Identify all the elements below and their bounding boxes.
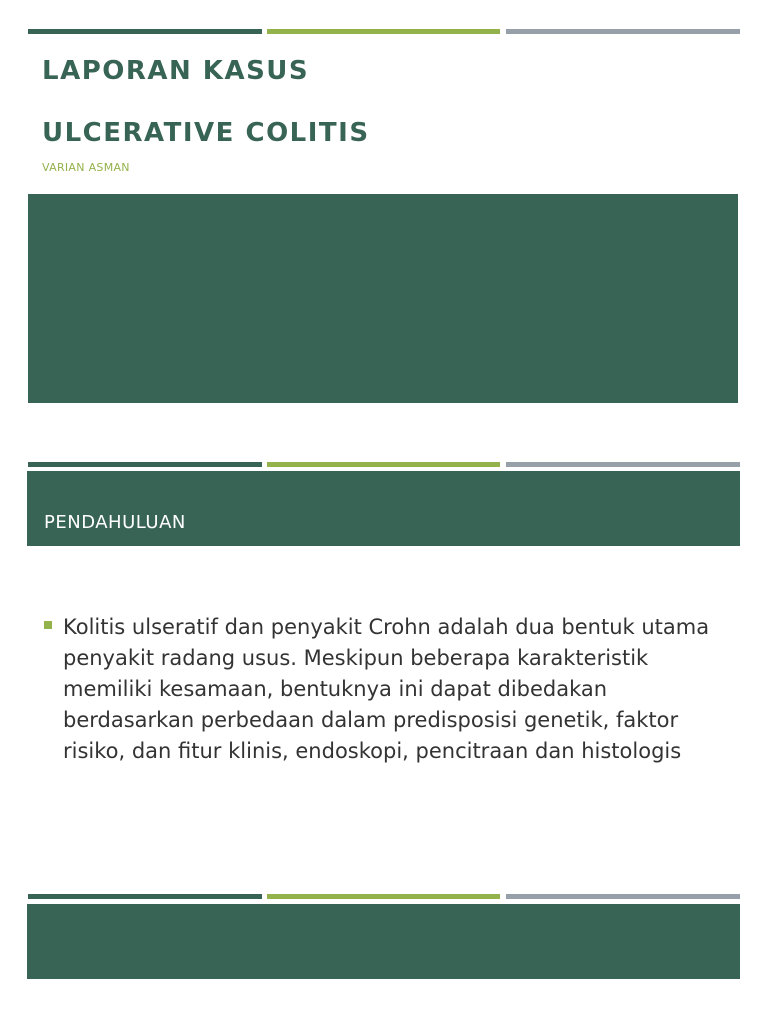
decor-stripe-green	[28, 462, 262, 467]
decor-stripe-gray	[506, 894, 740, 899]
decor-stripe-lime	[267, 462, 500, 467]
list-item	[44, 612, 724, 767]
section-title: PENDAHULUAN	[44, 512, 186, 533]
section-header-band	[27, 471, 740, 546]
slide-title-line-2: ULCERATIVE COLITIS	[42, 118, 370, 148]
bullet-list	[44, 612, 724, 767]
decor-stripe-gray	[506, 29, 740, 34]
slide-title-line-1: LAPORAN KASUS	[42, 56, 310, 86]
section-header-band	[27, 904, 740, 979]
square-bullet-icon	[44, 621, 52, 629]
title-image-panel	[28, 194, 738, 403]
decor-stripe-green	[28, 894, 262, 899]
decor-stripe-gray	[506, 462, 740, 467]
decor-stripe-lime	[267, 29, 500, 34]
author-name: VARIAN ASMAN	[42, 161, 130, 174]
decor-stripe-green	[28, 29, 262, 34]
bullet-text: Kolitis ulseratif dan penyakit Crohn adalah dua bentuk utama penyakit radang usus. Meskipun beberapa karakteristik memiliki kesamaan, bentuknya ini dapat dibedakan berdasarkan perbedaan dalam predisposisi genetik, faktor risiko, dan fitur klinis, endoskopi, pencitraan dan histologis	[63, 615, 710, 763]
decor-stripe-lime	[267, 894, 500, 899]
